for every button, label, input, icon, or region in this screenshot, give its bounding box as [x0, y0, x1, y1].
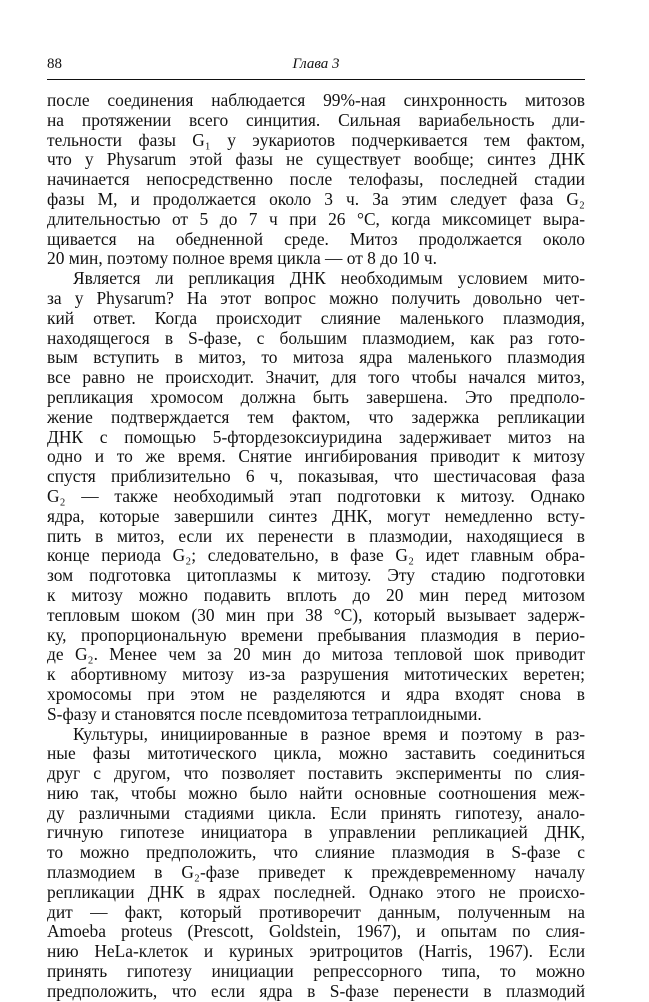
text-line: друг с другом, что позволяет поставить эксперименты по слия- — [47, 763, 585, 784]
text-line: тельности фазы G₁ у эукариотов подчеркивается тем фактом, — [47, 129, 585, 150]
text-line: фазы М, и продолжается около 3 ч. За этим следует фаза G₂ — [47, 188, 585, 209]
text-line: ные фазы митотического цикла, можно заставить соединиться — [47, 743, 585, 764]
text-line: Является ли репликация ДНК необходимым условием мито- — [73, 268, 585, 289]
text-line: дит — факт, который противоречит данным, полученным на — [47, 901, 585, 922]
text-line: зом подготовка цитоплазмы к митозу. Эту стадию подготовки — [47, 565, 585, 586]
text-line: принять гипотезу инициации репрессорного типа, то можно — [47, 961, 585, 982]
chapter-title: Глава 3 — [292, 56, 340, 72]
text-line: 20 мин, поэтому полное время цикла — от 8 до 10 ч. — [47, 248, 437, 269]
text-line: ду различными стадиями цикла. Если принять гипотезу, анало- — [47, 802, 585, 823]
text-line: репликации ДНК в ядрах последней. Однако этого не происхо- — [47, 881, 585, 902]
text-line: нию HeLa-клеток и куриных эритроцитов (Harris, 1967). Если — [47, 941, 585, 962]
text-line: хромосомы при этом не разделяются и ядра входят снова в — [47, 683, 585, 704]
text-line: вым вступить в митоз, то митоза ядра маленького плазмодия — [47, 347, 585, 368]
text-line: то можно предположить, что слияние плазмодия в S-фазе с — [47, 842, 585, 863]
text-line: спустя приблизительно 6 ч, показывая, что шестичасовая фаза — [47, 466, 585, 487]
text-line: одно и то же время. Снятие ингибирования приводит к митозу — [47, 446, 585, 467]
text-line: находящегося в S-фазе, с большим плазмодием, как раз гото- — [47, 327, 585, 348]
text-line: кий ответ. Когда происходит слияние маленького плазмодия, — [47, 307, 585, 328]
text-line: гичную гипотезе инициатора в управлении репликацией ДНК, — [47, 822, 585, 843]
text-line: щивается на обедненной среде. Митоз продолжается около — [47, 228, 585, 249]
text-line: S-фазу и становятся после псевдомитоза тетраплоидными. — [47, 703, 482, 724]
text-line: к абортивному митозу из-за разрушения митотических веретен; — [47, 664, 585, 685]
text-line: де G₂. Менее чем за 20 мин до митоза тепловой шок приводит — [47, 644, 585, 665]
text-line: за у Physarum? На этот вопрос можно получить довольно чет- — [47, 287, 585, 308]
text-line: что у Physarum этой фазы не существует вообще; синтез ДНК — [47, 149, 585, 170]
text-line: к митозу можно подавить вплоть до 20 мин перед митозом — [47, 584, 585, 605]
paragraph — [47, 269, 585, 724]
text-line: плазмодием в G₂-фазе приведет к преждевременному началу — [47, 862, 585, 883]
text-line: длительностью от 5 до 7 ч при 26 °С, когда миксомицет выра- — [47, 208, 585, 229]
text-line: ку, пропорциональную времени пребывания плазмодия в перио- — [47, 624, 585, 645]
text-line: конце периода G₂; следовательно, в фазе G₂ идет главным обра- — [47, 545, 585, 566]
text-line: после соединения наблюдается 99%-ная синхронность митозов — [47, 90, 585, 110]
text-line: на протяжении всего синцития. Сильная вариабельность дли- — [47, 109, 585, 130]
running-header — [47, 54, 585, 76]
paragraph — [47, 91, 585, 269]
body-text — [47, 91, 585, 1002]
text-line: репликация хромосом должна быть завершена. Это предполо- — [47, 386, 585, 407]
text-line: все равно не происходит. Значит, для того чтобы начался митоз, — [47, 367, 585, 388]
text-line: ядра, которые завершили синтез ДНК, могут немедленно всту- — [47, 505, 585, 526]
paragraph — [47, 725, 585, 1002]
page-number: 88 — [47, 56, 62, 72]
header-rule — [47, 79, 585, 80]
text-line: пить в митоз, если их перенести в плазмодии, находящиеся в — [47, 525, 585, 546]
text-line: начинается непосредственно после телофазы, последней стадии — [47, 169, 585, 190]
text-line: нию так, чтобы можно было найти основные соотношения меж- — [47, 782, 585, 803]
text-line: Amoeba proteus (Prescott, Goldstein, 1967), и опытам по слия- — [47, 921, 585, 942]
text-line: Культуры, инициированные в разное время и поэтому в раз- — [73, 723, 585, 744]
text-line: G₂ — также необходимый этап подготовки к митозу. Однако — [47, 485, 585, 506]
text-line: предположить, что если ядра в S-фазе перенести в плазмодий — [47, 980, 585, 1001]
text-line: жение подтверждается тем фактом, что задержка репликации — [47, 406, 585, 427]
text-line: тепловым шоком (30 мин при 38 °С), который вызывает задерж- — [47, 604, 585, 625]
text-line: ДНК с помощью 5-фтордезоксиуридина задерживает митоз на — [47, 426, 585, 447]
